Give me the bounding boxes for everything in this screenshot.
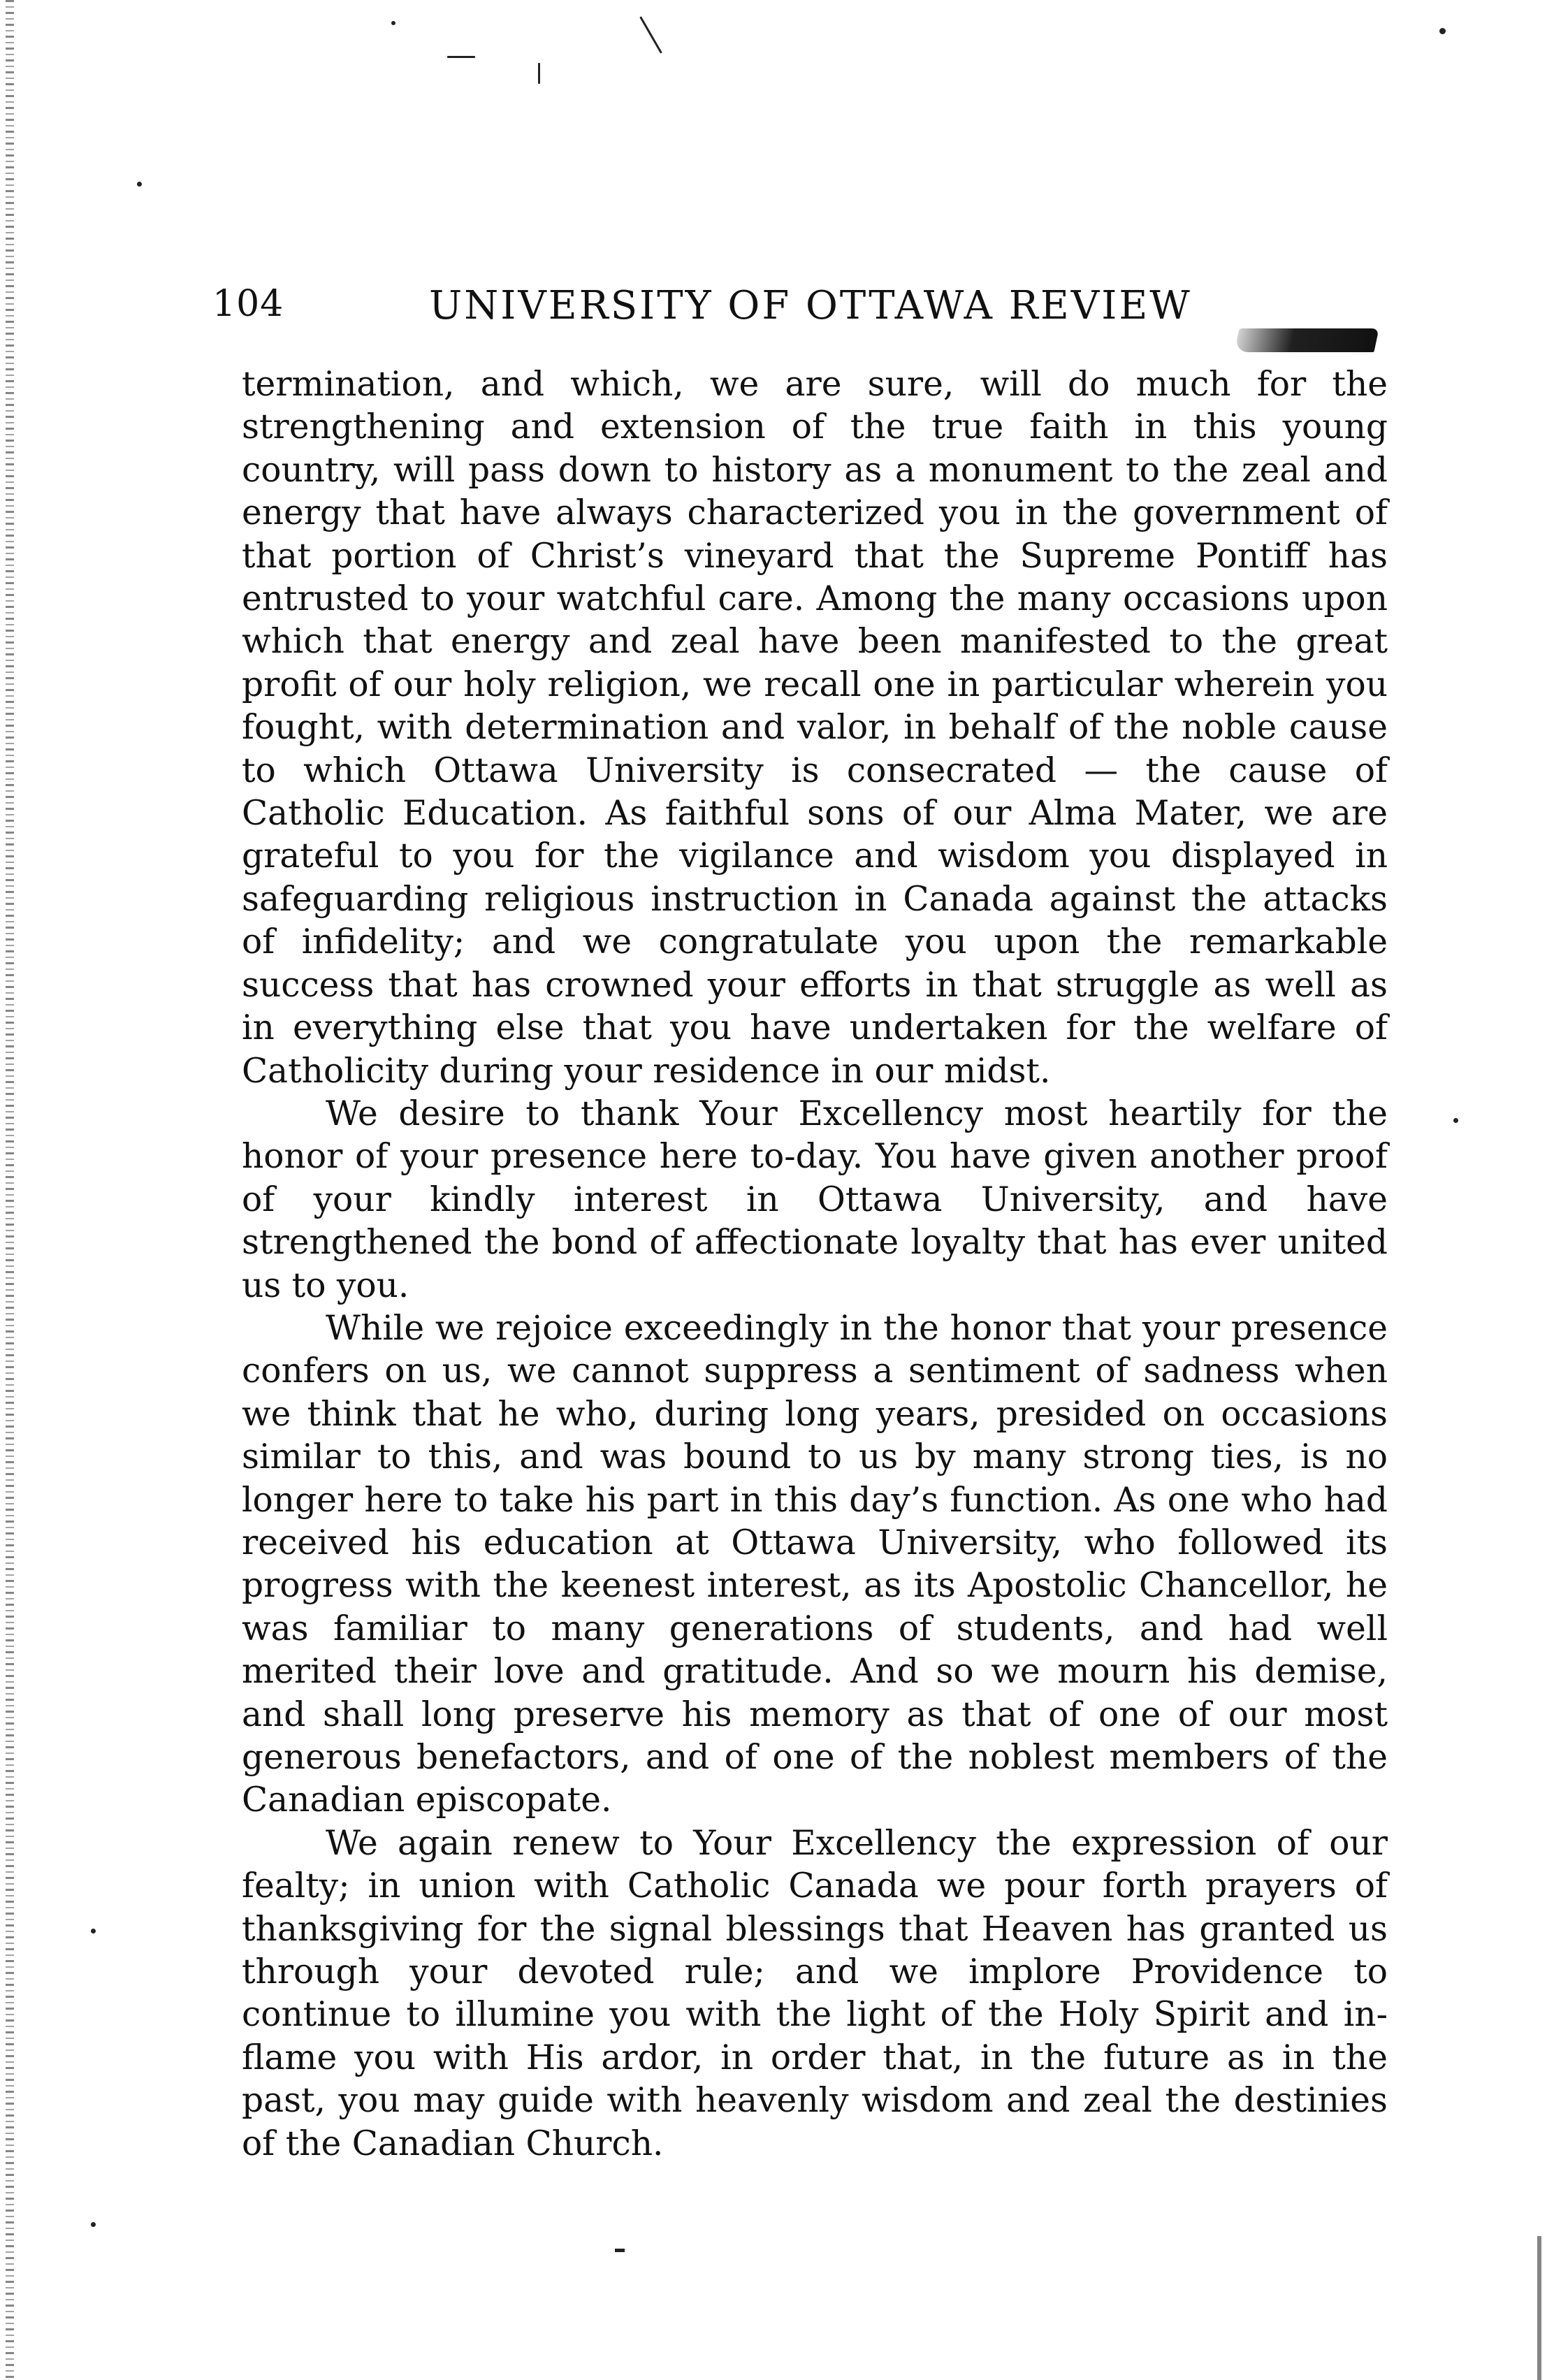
scan-speck <box>1439 28 1446 34</box>
scan-speck <box>391 21 395 25</box>
running-head <box>212 283 1386 332</box>
scan-speck <box>447 56 475 58</box>
scan-edge-noise-left <box>6 0 14 2380</box>
scan-edge-noise-right <box>1537 2236 1541 2380</box>
journal-title: UNIVERSITY OF OTTAWA REVIEW <box>429 283 1192 328</box>
scan-speck <box>1453 1118 1458 1123</box>
scan-speck <box>137 182 142 187</box>
ink-blot <box>1234 328 1379 352</box>
paragraph-3: While we rejoice exceedingly in the honor that your presence confers on us, we cannot suppress a sentiment of sadness when we think that he who, during long years, presided on occasions similar to this, and was bound to us by many strong ties, is no longer here to take his part in this day’s function. As one who had received his education at Ottawa University, who followed its progress with the keenest interest, as its Apostolic Chancellor, he was familiar to many generations of students, and had well merited their love and gratitude. And so we mourn his demise, and shall long preserve his memory as that of one of our most generous benefactors, and of one of the noblest members of the Canadian episcopate. <box>242 1308 1388 1820</box>
article-body <box>242 363 1388 2165</box>
page-number: 104 <box>212 283 284 325</box>
scan-speck <box>639 16 662 53</box>
paragraph-4: We again renew to Your Excellency the expression of our fealty; in union with Catholic Canada we pour forth prayers of thanksgiving for the signal blessings that Heaven has granted us through your devoted rule; and we implore Providence to continue to illumine you with the light of the Holy Spirit and inflame you with His ardor, in order that, in the future as in the past, you may guide with heavenly wisdom and zeal the destinies of the Canadian Church. <box>242 1823 1388 2163</box>
scan-speck <box>91 1929 96 1933</box>
paragraph-1: termination, and which, we are sure, will do much for the strengthening and extension of the true faith in this young country, will pass down to history as a monument to the zeal and energy that have always characterized you in the government of that portion of Christ’s vineyard that the Supreme Pontiff has entrusted to your watchful care. Among the many occasions upon which that energy and zeal have been manifested to the great profit of our holy religion, we recall one in particular wherein you fought, with determination and valor, in behalf of the noble cause to which Ottawa University is consecrated — the cause of Catholic Education. As faithful sons of our Alma Mater, we are grateful to you for the vigilance and wisdom you displayed in safeguarding religious instruction in Canada against the attacks of infidelity; and we congratulate you upon the remarkable success that has crowned your efforts in that struggle as well as in everything else that you have undertaken for the welfare of Catholicity during your residence in our midst. <box>242 365 1388 1091</box>
scan-mark-bottom <box>615 2249 625 2252</box>
scan-speck <box>91 2222 96 2227</box>
paragraph-2: We desire to thank Your Excellency most heartily for the honor of your presence here to-day. You have given another proof of your kindly interest in Ottawa University, and have strengthened the bond of affectionate loyalty that has ever united us to you. <box>242 1094 1388 1305</box>
scan-speck <box>538 63 540 84</box>
